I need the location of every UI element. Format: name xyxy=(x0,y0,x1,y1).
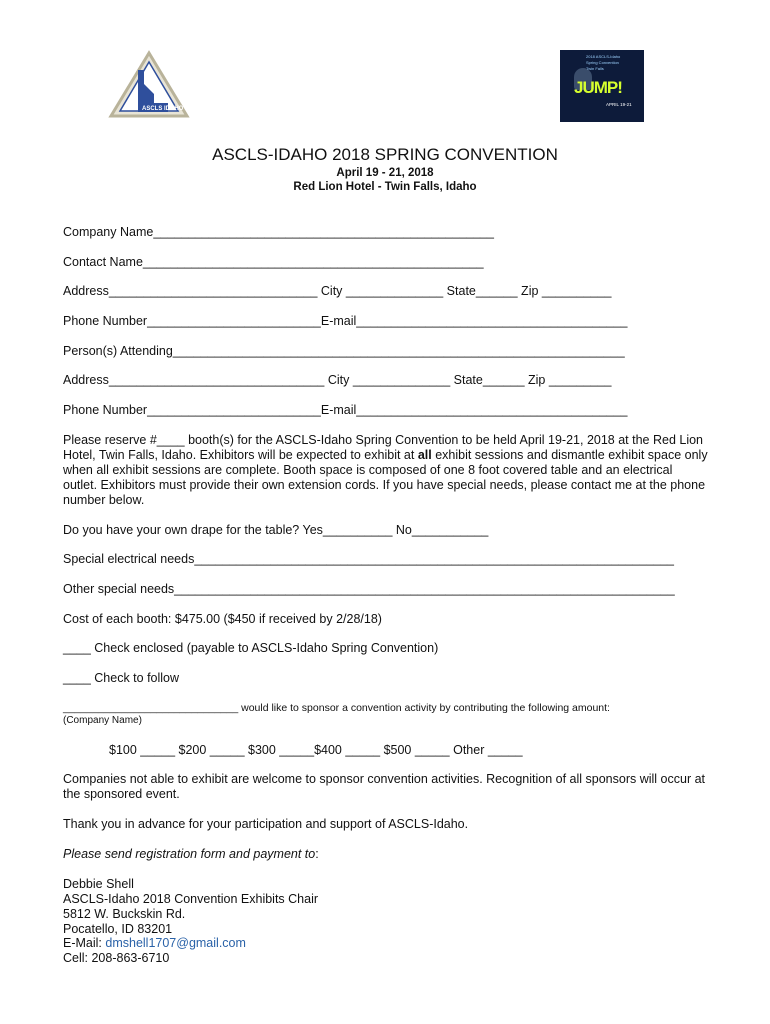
logo-left-text: ASCLS IDAHO xyxy=(142,106,184,112)
convention-jump-logo xyxy=(560,50,644,122)
phone-email-field-1[interactable]: Phone Number_________________________E-mail_______________________________________ xyxy=(63,314,628,328)
ascls-idaho-logo xyxy=(108,50,190,120)
logo-right-word: JUMP! xyxy=(574,78,622,97)
page-title: ASCLS-IDAHO 2018 SPRING CONVENTION xyxy=(212,145,558,164)
check-enclosed-option[interactable]: ____ Check enclosed (payable to ASCLS-Idaho Spring Convention) xyxy=(63,641,439,655)
contact-street: 5812 W. Buckskin Rd. xyxy=(63,907,186,921)
logo-right-line-2: Spring Convention xyxy=(586,60,619,65)
sponsor-amounts[interactable]: $100 _____ $200 _____ $300 _____$400 _____ $500 _____ Other _____ xyxy=(109,743,523,757)
email-label: E-Mail: xyxy=(63,936,106,950)
special-electrical-field[interactable]: Special electrical needs_____________________________________________________________________ xyxy=(63,552,675,566)
logo-right-date: APRIL 19-21 xyxy=(606,102,632,107)
send-instructions xyxy=(63,847,319,861)
persons-attending-field[interactable]: Person(s) Attending_________________________________________________________________ xyxy=(63,344,625,358)
sponsor-line[interactable]: ______________________________ would like to sponsor a convention activity by contributing the following amount: xyxy=(63,702,610,714)
company-name-caption: (Company Name) xyxy=(63,715,142,726)
contact-role: ASCLS-Idaho 2018 Convention Exhibits Chair xyxy=(63,892,319,906)
drape-question[interactable]: Do you have your own drape for the table? Yes__________ No___________ xyxy=(63,523,489,537)
contact-name-field[interactable]: Contact Name_________________________________________________ xyxy=(63,255,484,269)
convention-dates: April 19 - 21, 2018 xyxy=(336,167,434,179)
reservation-text-start: Please reserve #____ booth(s) for the ASCLS-Idaho Spring Convention to be held April 19-21, 2018 at the Red Lion Hotel, Twin Falls, Idaho. Exhibitors will be expected to exhibit at xyxy=(63,433,704,462)
contact-city: Pocatello, ID 83201 xyxy=(63,922,173,936)
sponsor-note: Companies not able to exhibit are welcome to sponsor convention activities. Recognition of all sponsors will occur at the sponsored event. xyxy=(63,772,705,801)
other-special-field[interactable]: Other special needs________________________________________________________________________ xyxy=(63,582,675,596)
thank-you-text: Thank you in advance for your participation and support of ASCLS-Idaho. xyxy=(63,817,469,831)
contact-name: Debbie Shell xyxy=(63,877,134,891)
convention-venue: Red Lion Hotel - Twin Falls, Idaho xyxy=(293,181,477,193)
reservation-text-bold: all xyxy=(417,448,432,462)
reservation-text-end: exhibit sessions and dismantle exhibit space only when all exhibit sessions are complete. Booth space is composed of one 8 foot covered table and an electrical outlet. Exhibitors must provide their own extension cords. If you have special needs, please contact me at the phone number below. xyxy=(63,448,708,507)
send-instructions-text: Please send registration form and payment to xyxy=(63,847,316,861)
address-field-1[interactable]: Address______________________________ City ______________ State______ Zip __________ xyxy=(63,284,612,298)
reservation-paragraph xyxy=(63,433,708,508)
address-field-2[interactable]: Address_______________________________ City ______________ State______ Zip _________ xyxy=(63,373,612,387)
check-to-follow-option[interactable]: ____ Check to follow xyxy=(63,671,180,685)
phone-email-field-2[interactable]: Phone Number_________________________E-mail_______________________________________ xyxy=(63,403,628,417)
company-name-field[interactable]: Company Name_________________________________________________ xyxy=(63,225,494,239)
logo-right-line-1: 2018 ASCLS-Idaho xyxy=(586,54,621,59)
contact-cell: Cell: 208-863-6710 xyxy=(63,951,170,965)
contact-email-line xyxy=(63,936,246,950)
send-instructions-colon: : xyxy=(315,847,319,861)
booth-cost: Cost of each booth: $475.00 ($450 if received by 2/28/18) xyxy=(63,612,382,626)
email-link[interactable]: dmshell1707@gmail.com xyxy=(105,936,246,950)
logo-right-line-3: Twin Falls xyxy=(586,66,604,71)
